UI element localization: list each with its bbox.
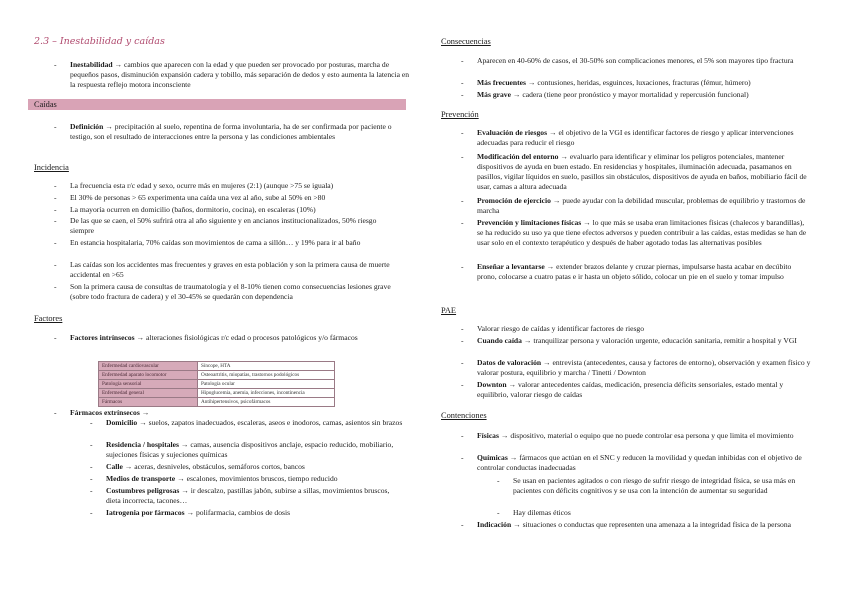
- bullet-dash: -: [497, 508, 500, 517]
- list-item: Modificación del entorno → evaluarlo para identificar y eliminar los peligros potenciales, mantener dispositivos de ayuda en buen estado. En residencias y hospitales, iluminación adecuada, pasamanos en pasillos, vigilar líquidos en suelo, pasillos sin obstáculos, dispositivos de ayuda en baños, mobiliario fácil de usar, camas a altura adecuada: [477, 152, 807, 191]
- prevencion-heading: Prevención: [441, 110, 479, 119]
- caidas-heading: Caídas: [34, 100, 57, 109]
- table-cell-value: Hipoglucemia, anemia, infecciones, incontinencia: [198, 389, 335, 398]
- intrinsecos-paragraph: Factores intrínsecos → alteraciones fisiológicas r/c edad o procesos patológicos y/o fármacos: [70, 333, 358, 342]
- list-item: Medios de transporte → escalones, movimientos bruscos, tiempo reducido: [106, 474, 338, 483]
- list-item: Más grave → cadera (tiene peor pronóstico y mayor mortalidad y repercusión funcional): [477, 90, 749, 99]
- list-item: Más frecuentes → contusiones, heridas, esguinces, luxaciones, fracturas (fémur, húmero): [477, 78, 751, 87]
- list-item: Valorar riesgo de caídas y identificar factores de riesgo: [477, 324, 644, 333]
- list-item: De las que se caen, el 50% sufrirá otra al año siguiente y en ancianos institucionalizados, 50% riesgo siempre: [70, 216, 377, 235]
- bullet-dash: -: [54, 408, 57, 417]
- table-cell-key: Enfermedad aparato locomotor: [99, 371, 198, 380]
- table-row: [99, 398, 335, 407]
- bullet-dash: -: [54, 260, 57, 269]
- bullet-dash: -: [461, 520, 464, 529]
- list-item: Costumbres peligrosas → ir descalzo, pastillas jabón, subirse a sillas, movimientos bruscos, dieta incorrecta, tacones…: [106, 486, 390, 505]
- list-item: Prevención y limitaciones físicas → lo que más se usaba eran limitaciones físicas (chalecos y barandillas), se ha reducido su uso ya que tiene efectos adversos y pueden contribuir a las caídas, estas medidas se han de usar solo en el contexto terapéutico y después de haber agotado todas las alternativas posibles: [477, 218, 807, 247]
- list-item: Downton → valorar antecedentes caídas, medicación, presencia déficits sensoriales, estado mental y equilibrio, valorar riesgo de caídas: [477, 380, 784, 399]
- bullet-dash: -: [54, 333, 57, 342]
- inestabilidad-paragraph: Inestabilidad → cambios que aparecen con la edad y que pueden ser provocado por posturas, marcha de pequeños pasos, disminución expansión cadera y tobillo, más separación de dedos y esto aumenta la latencia en la respuesta reflejo motora inconsciente: [70, 60, 410, 89]
- table-row: [99, 371, 335, 380]
- list-item: La frecuencia esta r/c edad y sexo, ocurre más en mujeres (2:1) (aunque >75 se iguala): [70, 181, 334, 190]
- table-cell-key: Enfermedad general: [99, 389, 198, 398]
- table-cell-key: Enfermedad cardiovascular: [99, 362, 198, 371]
- bullet-dash: -: [54, 193, 57, 202]
- list-item: En estancia hospitalaria, 70% caídas son movimientos de cama a sillón… y 19% para ir al baño: [70, 238, 361, 247]
- factores-table: [98, 361, 335, 407]
- list-item: Datos de valoración → entrevista (antecedentes, causa y factores de entorno), observación y examen físico y valorar postura, equilibrio y marcha / Tinetti / Downton: [477, 358, 811, 377]
- list-item: Físicas → dispositivo, material o equipo que no puede controlar esa persona y que limita el movimiento: [477, 431, 794, 440]
- table-cell-value: Patología ocular: [198, 380, 335, 389]
- factores-heading: Factores: [34, 314, 63, 323]
- bullet-dash: -: [54, 60, 57, 69]
- section-title: 2.3 – Inestabilidad y caídas: [34, 36, 165, 47]
- bullet-dash: -: [90, 418, 93, 427]
- bullet-dash: -: [461, 453, 464, 462]
- bullet-dash: -: [90, 486, 93, 495]
- list-item: Residencia / hospitales → camas, ausencia dispositivos anclaje, espacio reducido, mobiliario, sujeciones físicas y sujeciones químicas: [106, 440, 394, 459]
- list-item: Enseñar a levantarse → extender brazos delante y cruzar piernas, impulsarse hasta acabar en decúbito prono, colocarse a cuatro patas e ir hasta un objeto sólido, colocar un pie en el suelo y tomar impulso: [477, 262, 792, 281]
- bullet-dash: -: [54, 122, 57, 131]
- pae-heading: PAE: [441, 306, 457, 315]
- bullet-dash: -: [461, 336, 464, 345]
- bullet-dash: -: [461, 218, 464, 227]
- incidencia-heading: Incidencia: [34, 163, 69, 172]
- bullet-dash: -: [54, 205, 57, 214]
- list-item: Cuando caída → tranquilizar persona y valoración urgente, educación sanitaria, remitir a hospital y VGI: [477, 336, 797, 345]
- bullet-dash: -: [461, 196, 464, 205]
- bullet-dash: -: [461, 431, 464, 440]
- caidas-band: [28, 99, 406, 110]
- bullet-dash: -: [461, 358, 464, 367]
- bullet-dash: -: [461, 56, 464, 65]
- bullet-dash: -: [90, 474, 93, 483]
- table-cell-value: Antihipertensivos, psicofármacos: [198, 398, 335, 407]
- list-item: Calle → aceras, desniveles, obstáculos, semáforos cortos, bancos: [106, 462, 305, 471]
- list-item: El 30% de personas > 65 experimenta una caída una vez al año, sube al 50% en >80: [70, 193, 326, 202]
- list-item: Aparecen en 40-60% de casos, el 30-50% son complicaciones menores, el 5% son mayores tipo fractura: [477, 56, 794, 65]
- contenciones-heading: Contenciones: [441, 411, 487, 420]
- list-item: Químicas → fármacos que actúan en el SNC y reducen la movilidad y quedan inhibidas con el objetivo de controlar conductas inadecuadas: [477, 453, 802, 472]
- bullet-dash: -: [90, 508, 93, 517]
- list-item: Son la primera causa de consultas de traumatología y el 8-10% tienen como consecuencias lesiones grave (sobre todo fractura de cadera) y el 30-45% se quedarán con dependencia: [70, 282, 391, 301]
- list-item: Las caídas son los accidentes mas frecuentes y graves en esta población y son la primera causa de muerte accidental en >65: [70, 260, 390, 279]
- table-cell-key: Fármacos: [99, 398, 198, 407]
- table-cell-value: Osteoartritis, miopatías, trastornos podológicos: [198, 371, 335, 380]
- bullet-dash: -: [461, 128, 464, 137]
- table-row: [99, 380, 335, 389]
- bullet-dash: -: [461, 78, 464, 87]
- list-item: Evaluación de riesgos → el objetivo de la VGI es identificar factores de riesgo y aplicar intervenciones adecuadas para reducir el riesgo: [477, 128, 794, 147]
- bullet-dash: -: [54, 238, 57, 247]
- consecuencias-heading: Consecuencias: [441, 37, 491, 46]
- bullet-dash: -: [90, 440, 93, 449]
- table-cell-value: Síncope, HTA: [198, 362, 335, 371]
- bullet-dash: -: [497, 476, 500, 485]
- list-item: Iatrogenia por fármacos → polifarmacia, cambios de dosis: [106, 508, 291, 517]
- list-item: Domicilio → suelos, zapatos inadecuados, escaleras, aseos e inodoros, camas, asientos sin brazos: [106, 418, 403, 427]
- extrinsecos-label: Fármacos extrínsecos →: [70, 408, 150, 417]
- bullet-dash: -: [90, 462, 93, 471]
- list-item: Se usan en pacientes agitados o con riesgo de sufrir riesgo de integridad física, se usa más en pacientes con déficits cognitivos y se usa con la intención de aumentar su seguridad: [513, 476, 796, 495]
- list-item: Hay dilemas éticos: [513, 508, 571, 517]
- bullet-dash: -: [54, 181, 57, 190]
- table-row: [99, 389, 335, 398]
- bullet-dash: -: [461, 262, 464, 271]
- definicion-paragraph: Definición → precipitación al suelo, repentina de forma involuntaria, ha de ser confirmada por paciente o testigo, son el resultado de interacciones entre la persona y las condiciones ambientales: [70, 122, 392, 141]
- bullet-dash: -: [54, 216, 57, 225]
- list-item: La mayoría ocurren en domicilio (baños, dormitorio, cocina), en escaleras (10%): [70, 205, 316, 214]
- bullet-dash: -: [461, 324, 464, 333]
- bullet-dash: -: [461, 90, 464, 99]
- table-row: [99, 362, 335, 371]
- bullet-dash: -: [54, 282, 57, 291]
- bullet-dash: -: [461, 380, 464, 389]
- bullet-dash: -: [461, 152, 464, 161]
- table-cell-key: Patología sensorial: [99, 380, 198, 389]
- list-item: Promoción de ejercicio → puede ayudar con la debilidad muscular, problemas de equilibrio y trastornos de marcha: [477, 196, 806, 215]
- indicacion-paragraph: Indicación → situaciones o conductas que representen una amenaza a la integridad física de la persona: [477, 520, 791, 529]
